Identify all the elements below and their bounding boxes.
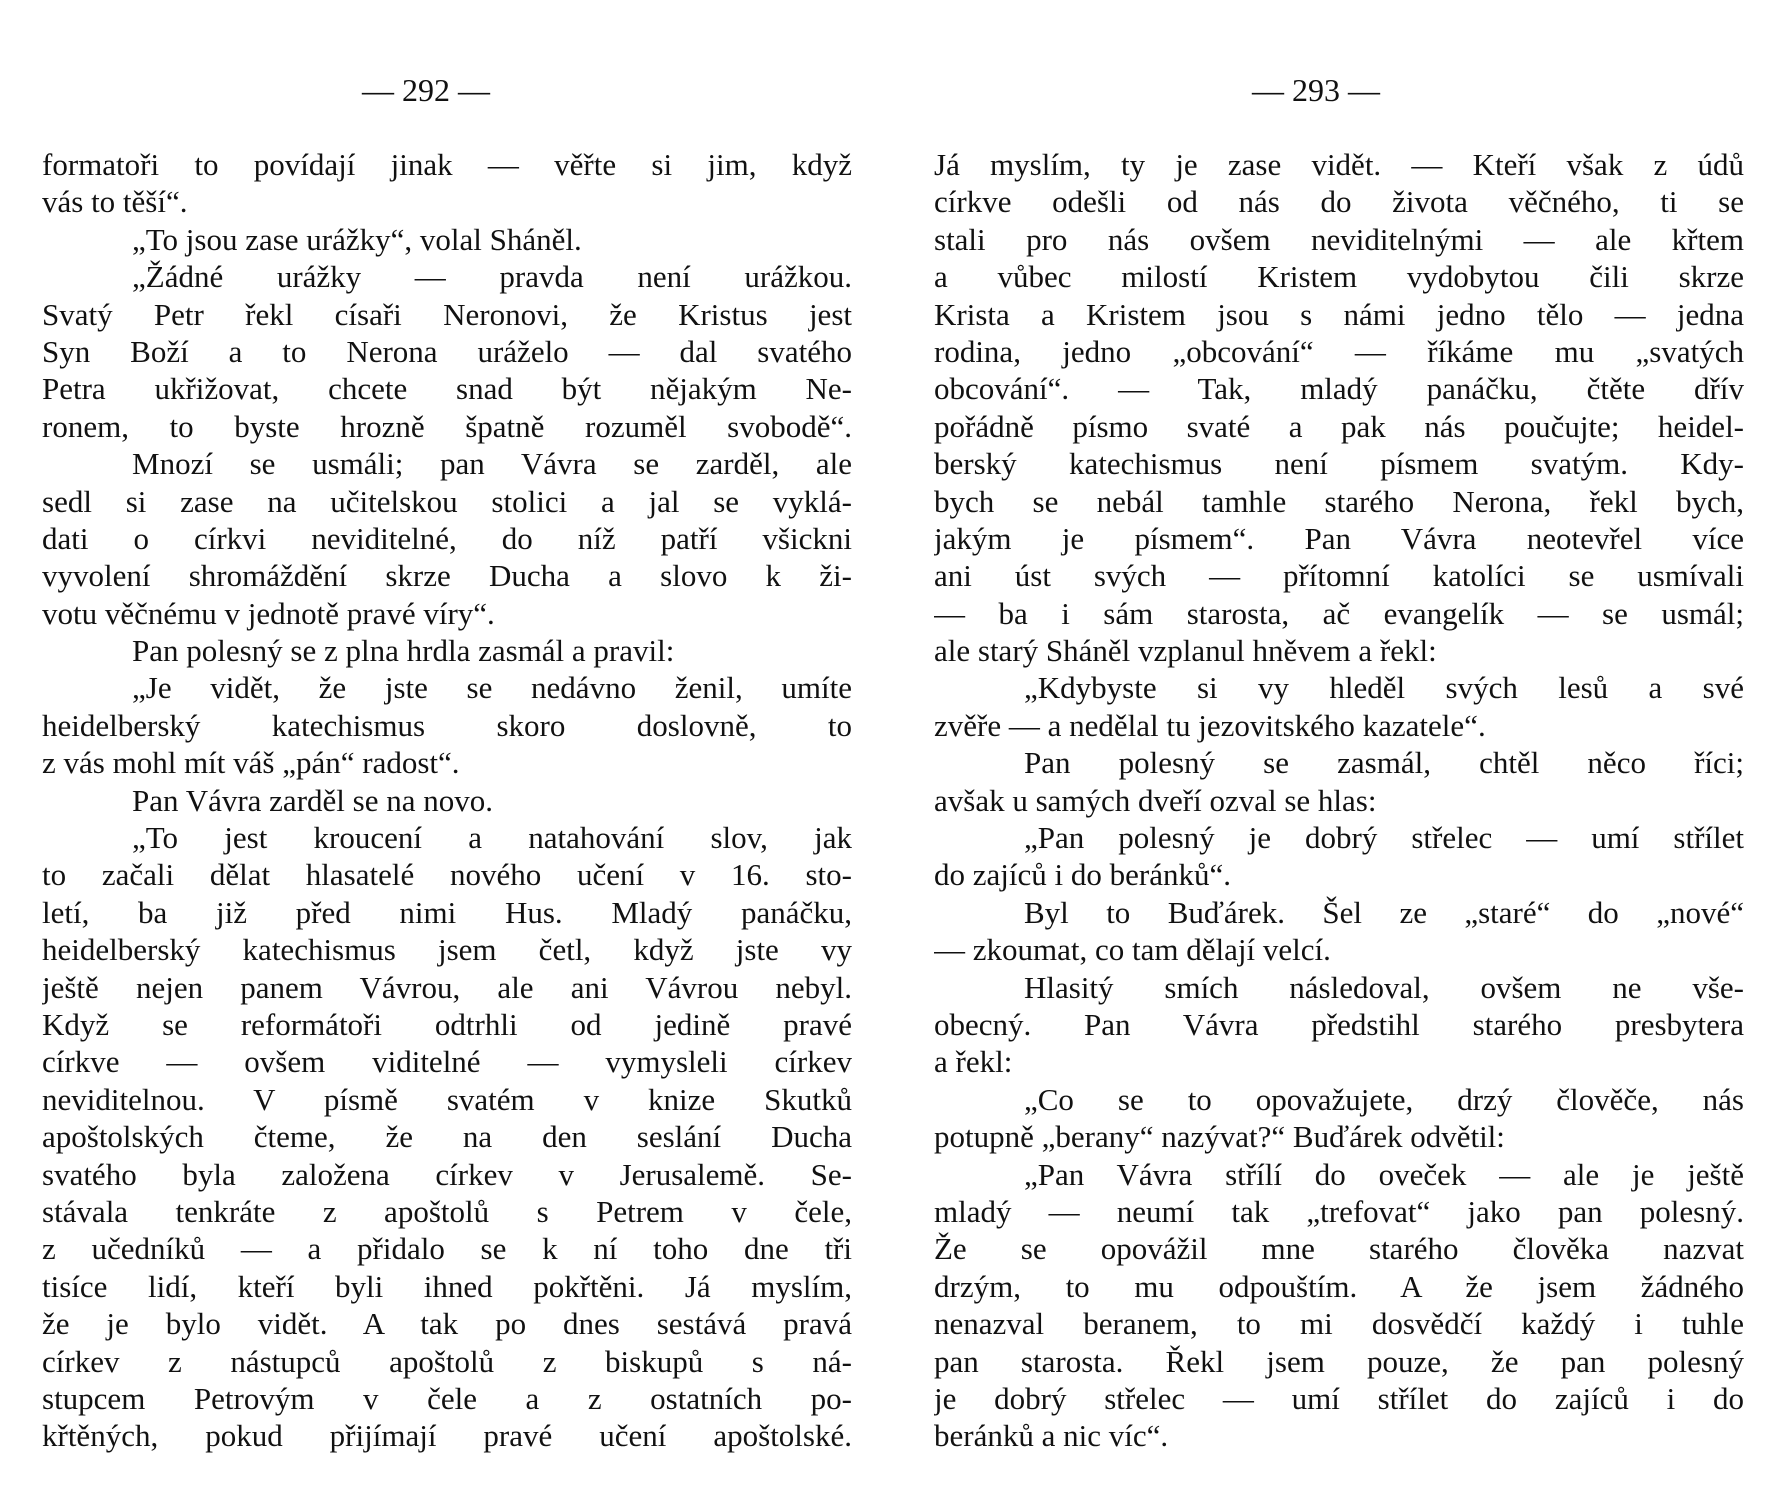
text-line: Svatý Petr řekl císaři Neronovi, že Kristus jest	[42, 296, 852, 332]
text-line: zvěře — a nedělal tu jezovitského kazatele“.	[934, 707, 1486, 743]
text-line: pořádně písmo svaté a pak nás poučujte; heidel-	[934, 408, 1744, 444]
text-line: ani úst svých — přítomní katolíci se usmívali	[934, 558, 1744, 594]
right-page	[934, 0, 1744, 1500]
text-line: „Pan Vávra střílí do oveček — ale je ještě	[1024, 1156, 1744, 1192]
text-line: ale starý Sháněl vzplanul hněvem a řekl:	[934, 633, 1437, 669]
text-line: apoštolských čteme, že na den seslání Ducha	[42, 1119, 852, 1155]
text-line: Pan polesný se z plna hrdla zasmál a pravil:	[132, 633, 675, 669]
text-line: Petra ukřižovat, chcete snad být nějakým Ne-	[42, 371, 852, 407]
text-line: „Je vidět, že jste se nedávno ženil, umíte	[132, 670, 852, 706]
text-line: církve — ovšem viditelné — vymysleli církev	[42, 1044, 852, 1080]
text-line: Byl to Buďárek. Šel ze „staré“ do „nové“	[1024, 894, 1744, 930]
text-line: „Pan polesný je dobrý střelec — umí střílet	[1024, 820, 1744, 856]
text-line: že je bylo vidět. A tak po dnes sestává pravá	[42, 1306, 852, 1342]
text-line: pan starosta. Řekl jsem pouze, že pan polesný	[934, 1343, 1744, 1379]
text-line: z učedníků — a přidalo se k ní toho dne tři	[42, 1231, 852, 1267]
text-line: ještě nejen panem Vávrou, ale ani Vávrou nebyl.	[42, 969, 852, 1005]
text-line: neviditelnou. V písmě svatém v knize Skutků	[42, 1081, 852, 1117]
text-line: církev z nástupců apoštolů z biskupů s ná-	[42, 1343, 852, 1379]
text-line: bych se nebál tamhle starého Nerona, řekl bych,	[934, 483, 1744, 519]
left-page-text	[42, 146, 852, 1455]
text-line: vyvolení shromáždění skrze Ducha a slovo k ži-	[42, 558, 852, 594]
text-line: mladý — neumí tak „trefovat“ jako pan polesný.	[934, 1193, 1744, 1229]
text-line: Hlasitý smích následoval, ovšem ne vše-	[1024, 969, 1744, 1005]
text-line: — ba i sám starosta, ač evangelík — se usmál;	[934, 595, 1744, 631]
text-line: votu věčnému v jednotě pravé víry“.	[42, 595, 495, 631]
text-line: „Kdybyste si vy hleděl svých lesů a své	[1024, 670, 1744, 706]
text-line: „Co se to opovažujete, drzý člověče, nás	[1024, 1081, 1744, 1117]
text-line: křtěných, pokud přijímají pravé učení apoštolské.	[42, 1418, 852, 1454]
text-line: Pan Vávra zarděl se na novo.	[132, 782, 493, 818]
text-line: Mnozí se usmáli; pan Vávra se zarděl, ale	[132, 446, 852, 482]
text-line: obecný. Pan Vávra předstihl starého presbytera	[934, 1006, 1744, 1042]
right-page-text	[934, 146, 1744, 1455]
text-line: berský katechismus není písmem svatým. Kdy-	[934, 446, 1744, 482]
text-line: avšak u samých dveří ozval se hlas:	[934, 782, 1377, 818]
text-line: a řekl:	[934, 1044, 1013, 1080]
text-line: Když se reformátoři odtrhli od jedině pravé	[42, 1006, 852, 1042]
left-page	[42, 0, 852, 1500]
text-line: obcování“. — Tak, mladý panáčku, čtěte dřív	[934, 371, 1744, 407]
text-line: „To jsou zase urážky“, volal Sháněl.	[132, 221, 582, 257]
text-line: ronem, to byste hrozně špatně rozuměl svobodě“.	[42, 408, 852, 444]
text-line: stupcem Petrovým v čele a z ostatních po-	[42, 1380, 852, 1416]
text-line: — zkoumat, co tam dělají velcí.	[934, 932, 1331, 968]
text-line: stávala tenkráte z apoštolů s Petrem v čele,	[42, 1193, 852, 1229]
text-line: tisíce lidí, kteří byli ihned pokřtěni. Já myslím,	[42, 1268, 852, 1304]
right-page-number: — 293 —	[1252, 72, 1380, 108]
text-line: letí, ba již před nimi Hus. Mladý panáčku,	[42, 894, 852, 930]
text-line: „To jest kroucení a natahování slov, jak	[132, 820, 852, 856]
text-line: to začali dělat hlasatelé nového učení v 16. sto-	[42, 857, 852, 893]
text-line: „Žádné urážky — pravda není urážkou.	[132, 259, 852, 295]
text-line: potupně „berany“ nazývat?“ Buďárek odvětil:	[934, 1119, 1505, 1155]
text-line: Já myslím, ty je zase vidět. — Kteří však z údů	[934, 147, 1744, 182]
text-line: drzým, to mu odpouštím. A že jsem žádného	[934, 1268, 1744, 1304]
text-line: dati o církvi neviditelné, do níž patří všickni	[42, 520, 852, 556]
text-line: církve odešli od nás do života věčného, ti se	[934, 184, 1744, 220]
text-line: je dobrý střelec — umí střílet do zajíců i do	[934, 1380, 1744, 1416]
text-line: formatoři to povídají jinak — věřte si jim, když	[42, 147, 852, 182]
text-line: Krista a Kristem jsou s námi jedno tělo — jedna	[934, 296, 1744, 332]
text-line: beránků a nic víc“.	[934, 1418, 1169, 1454]
left-page-number: — 292 —	[362, 72, 490, 108]
text-line: z vás mohl mít váš „pán“ radost“.	[42, 745, 460, 781]
text-line: svatého byla založena církev v Jerusalemě. Se-	[42, 1156, 852, 1192]
text-line: sedl si zase na učitelskou stolici a jal se vyklá-	[42, 483, 852, 519]
text-line: jakým je písmem“. Pan Vávra neotevřel více	[934, 520, 1744, 556]
text-line: stali pro nás ovšem neviditelnými — ale křtem	[934, 221, 1744, 257]
text-line: heidelberský katechismus jsem četl, když jste vy	[42, 932, 852, 968]
text-line: do zajíců i do beránků“.	[934, 857, 1231, 893]
text-line: Že se opovážil mne starého člověka nazvat	[934, 1231, 1744, 1267]
text-line: vás to těší“.	[42, 184, 188, 220]
text-line: a vůbec milostí Kristem vydobytou čili skrze	[934, 259, 1744, 295]
text-line: rodina, jedno „obcování“ — říkáme mu „svatých	[934, 333, 1744, 369]
text-line: heidelberský katechismus skoro doslovně, to	[42, 707, 852, 743]
text-line: Pan polesný se zasmál, chtěl něco říci;	[1024, 745, 1744, 781]
text-line: Syn Boží a to Nerona uráželo — dal svatého	[42, 333, 852, 369]
text-line: nenazval beranem, to mi dosvědčí každý i tuhle	[934, 1306, 1744, 1342]
